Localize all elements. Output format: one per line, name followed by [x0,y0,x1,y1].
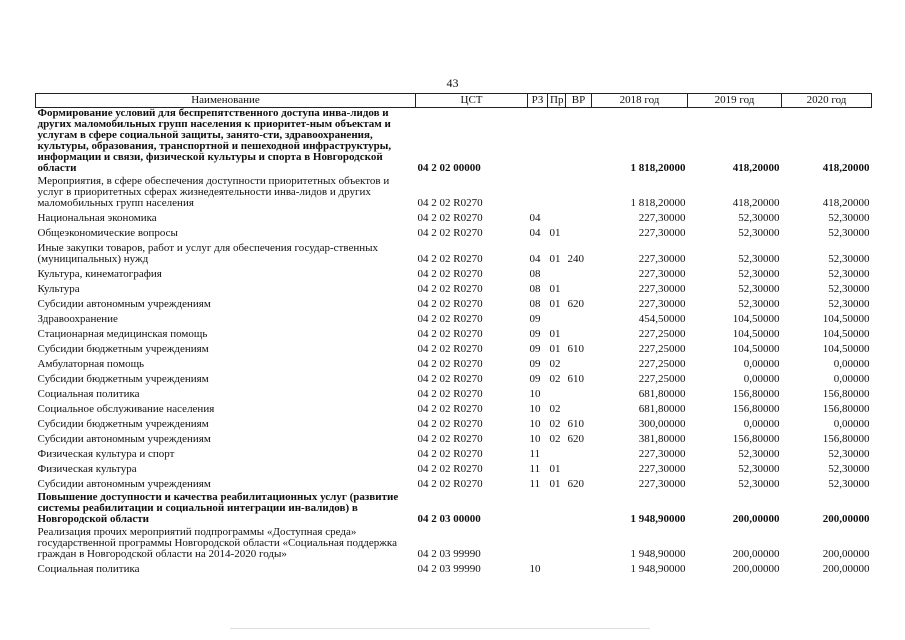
cell-cst: 04 2 02 R0270 [417,373,483,385]
cell-name: Здравоохранение [37,313,118,325]
cell-cst: 04 2 03 00000 [417,513,481,525]
cell-y2019: 200,00000 [732,548,780,560]
cell-y2020: 200,00000 [822,513,870,525]
cell-cst: 04 2 02 R0270 [417,343,483,355]
cell-cst: 04 2 02 R0270 [417,433,483,445]
cell-pr: 02 [549,433,561,445]
cell-y2019: 52,30000 [738,463,780,475]
cell-cst: 04 2 02 R0270 [417,403,483,415]
cell-y2020: 200,00000 [822,563,870,575]
cell-vr [566,525,592,562]
cell-pr [548,387,566,402]
cell-y2018: 381,80000 [638,433,686,445]
cell-vr: 240 [567,253,584,265]
table-body [36,108,872,578]
table-row [36,241,872,267]
cell-pr [548,312,566,327]
cell-vr [566,387,592,402]
cell-y2018: 300,00000 [638,418,686,430]
table-row [36,402,872,417]
cell-name: Стационарная медицинская помощь [37,328,208,340]
cell-rz [528,108,548,175]
cell-y2019: 104,50000 [732,313,780,325]
cell-y2020: 0,00000 [833,418,870,430]
cell-pr: 01 [549,227,561,239]
cell-y2020: 0,00000 [833,373,870,385]
cell-pr [548,525,566,562]
cell-y2019: 52,30000 [738,268,780,280]
cell-cst: 04 2 02 R0270 [417,298,483,310]
cell-y2018: 227,30000 [638,268,686,280]
cell-name: Социальная политика [37,563,140,575]
cell-vr [566,562,592,577]
cell-pr [548,267,566,282]
cell-y2020: 52,30000 [828,253,870,265]
table-row [36,226,872,241]
table-row [36,342,872,357]
cell-vr: 610 [567,373,584,385]
cell-cst: 04 2 03 99990 [417,563,481,575]
cell-rz: 11 [529,448,541,460]
cell-cst: 04 2 02 R0270 [417,448,483,460]
cell-vr [566,492,592,525]
cell-pr [548,492,566,525]
cell-cst: 04 2 02 R0270 [417,268,483,280]
table-row [36,492,872,525]
cell-name: Физическая культура и спорт [37,448,175,460]
cell-y2019: 52,30000 [738,478,780,490]
cell-y2019: 52,30000 [738,253,780,265]
cell-rz [528,174,548,211]
cell-y2020: 156,80000 [822,403,870,415]
cell-name: Физическая культура [37,463,137,475]
cell-rz: 04 [529,227,541,239]
table-header-row [36,94,872,108]
cell-rz: 04 [529,212,541,224]
cell-y2020: 418,20000 [822,197,870,209]
cell-y2019: 52,30000 [738,212,780,224]
cell-y2019: 156,80000 [732,403,780,415]
table-row [36,211,872,226]
cell-cst: 04 2 02 R0270 [417,358,483,370]
cell-y2018: 454,50000 [638,313,686,325]
cell-y2019: 52,30000 [738,283,780,295]
cell-name: Национальная экономика [37,212,157,224]
cell-rz: 10 [529,388,541,400]
header-name: Наименование [36,94,416,108]
cell-y2018: 227,25000 [638,373,686,385]
cell-pr: 01 [549,298,561,310]
cell-y2019: 0,00000 [743,418,780,430]
cell-y2019: 0,00000 [743,358,780,370]
cell-rz: 10 [529,433,541,445]
cell-y2019: 156,80000 [732,388,780,400]
table-row [36,417,872,432]
cell-y2019: 418,20000 [732,162,780,174]
cell-pr: 01 [549,283,561,295]
cell-y2020: 52,30000 [828,283,870,295]
cell-y2020: 52,30000 [828,268,870,280]
cell-y2018: 1 818,20000 [630,162,686,174]
cell-pr [548,447,566,462]
header-cst: ЦСТ [416,94,528,108]
cell-y2019: 52,30000 [738,448,780,460]
cell-rz: 10 [529,418,541,430]
cell-y2018: 681,80000 [638,388,686,400]
cell-y2018: 227,30000 [638,448,686,460]
cell-y2019: 52,30000 [738,227,780,239]
cell-cst: 04 2 02 00000 [417,162,481,174]
cell-vr [566,211,592,226]
cell-cst: 04 2 02 R0270 [417,478,483,490]
cell-pr: 01 [549,463,561,475]
header-rz: РЗ [528,94,548,108]
cell-rz: 11 [529,463,541,475]
cell-pr: 02 [549,358,561,370]
cell-cst: 04 2 02 R0270 [417,463,483,475]
cell-y2020: 52,30000 [828,463,870,475]
table-row [36,387,872,402]
cell-name: Субсидии автономным учреждениям [37,433,211,445]
cell-vr [566,447,592,462]
cell-cst: 04 2 02 R0270 [417,328,483,340]
cell-pr [548,211,566,226]
cell-name: Общеэкономические вопросы [37,227,178,239]
cell-name: Социальная политика [37,388,140,400]
cell-name: Мероприятия, в сфере обеспечения доступности приоритетных объектов и услуг в приоритетных сферах жизнедеятельности инва-лидов и других маломобильных групп населения [37,175,390,209]
cell-rz: 09 [529,373,541,385]
cell-y2020: 104,50000 [822,328,870,340]
cell-rz: 11 [529,478,541,490]
header-pr: Пр [548,94,566,108]
cell-rz: 09 [529,313,541,325]
cell-rz [528,492,548,525]
cell-name: Субсидии бюджетным учреждениям [37,418,209,430]
cell-y2020: 156,80000 [822,388,870,400]
cell-y2019: 200,00000 [732,563,780,575]
cell-vr [566,327,592,342]
header-vr: ВР [566,94,592,108]
cell-name: Субсидии автономным учреждениям [37,298,211,310]
cell-pr: 01 [549,253,561,265]
cell-vr [566,174,592,211]
cell-rz: 09 [529,343,541,355]
cell-name: Формирование условий для беспрепятственного доступа инва-лидов и других маломобильных групп населения к приоритет-ным объектам и услугам в сфере социальной защиты, занято-сти, здравоохранения, культуры, образования, транспортной и пешеходной инфраструктуры, информации и связи, физической культуры и спорта в Новгородской области [37,107,392,174]
cell-vr [566,312,592,327]
cell-pr [548,174,566,211]
cell-y2019: 104,50000 [732,343,780,355]
cell-rz [528,525,548,562]
header-2020: 2020 год [782,94,872,108]
cell-y2019: 200,00000 [732,513,780,525]
cell-rz: 09 [529,358,541,370]
cell-vr [566,226,592,241]
cell-y2019: 104,50000 [732,328,780,340]
cell-rz: 08 [529,268,541,280]
cell-y2018: 227,30000 [638,478,686,490]
cell-pr: 01 [549,343,561,355]
table-row [36,357,872,372]
table-row [36,267,872,282]
cell-y2018: 227,30000 [638,253,686,265]
table-row [36,297,872,312]
cell-pr [548,562,566,577]
cell-vr: 620 [567,298,584,310]
cell-name: Культура [37,283,80,295]
cell-cst: 04 2 03 99990 [417,548,481,560]
cell-rz: 08 [529,298,541,310]
cell-y2019: 52,30000 [738,298,780,310]
table-row [36,282,872,297]
cell-y2018: 227,25000 [638,328,686,340]
cell-name: Амбулаторная помощь [37,358,145,370]
cell-vr [566,357,592,372]
cell-rz: 10 [529,563,541,575]
cell-vr [566,267,592,282]
cell-y2020: 52,30000 [828,478,870,490]
cell-pr: 01 [549,328,561,340]
cell-pr: 01 [549,478,561,490]
table-row [36,312,872,327]
cell-y2018: 227,30000 [638,283,686,295]
cell-name: Реализация прочих мероприятий подпрограммы «Доступная среда» государственной программы Новгородской области «Социальная поддержка граждан в Новгородской области на 2014-2020 годы» [37,526,397,560]
cell-pr [548,108,566,175]
cell-y2018: 1 818,20000 [630,197,686,209]
cell-name: Субсидии автономным учреждениям [37,478,211,490]
cell-y2020: 418,20000 [822,162,870,174]
table-row [36,108,872,175]
header-2018: 2018 год [592,94,688,108]
cell-cst: 04 2 02 R0270 [417,283,483,295]
cell-name: Субсидии бюджетным учреждениям [37,343,209,355]
cell-y2019: 156,80000 [732,433,780,445]
cell-y2020: 0,00000 [833,358,870,370]
cell-cst: 04 2 02 R0270 [417,418,483,430]
cell-y2018: 227,30000 [638,212,686,224]
header-2019: 2019 год [688,94,782,108]
cell-vr: 610 [567,418,584,430]
cell-pr: 02 [549,418,561,430]
page-number: 43 [446,76,459,90]
cell-vr [566,108,592,175]
cell-rz: 09 [529,328,541,340]
cell-y2020: 104,50000 [822,343,870,355]
cell-vr [566,462,592,477]
cell-name: Субсидии бюджетным учреждениям [37,373,209,385]
cell-y2018: 1 948,90000 [630,513,686,525]
table-row [36,462,872,477]
cell-y2018: 1 948,90000 [630,563,686,575]
cell-name: Культура, кинематография [37,268,162,280]
cell-cst: 04 2 02 R0270 [417,212,483,224]
cell-y2018: 227,30000 [638,227,686,239]
cell-pr: 02 [549,403,561,415]
cell-y2019: 0,00000 [743,373,780,385]
cell-cst: 04 2 02 R0270 [417,227,483,239]
table-row [36,174,872,211]
cell-y2020: 156,80000 [822,433,870,445]
cell-rz: 08 [529,283,541,295]
cell-rz: 10 [529,403,541,415]
cell-y2020: 52,30000 [828,298,870,310]
cell-vr: 610 [567,343,584,355]
cell-cst: 04 2 02 R0270 [417,313,483,325]
cell-y2020: 200,00000 [822,548,870,560]
cell-y2019: 418,20000 [732,197,780,209]
cell-name: Социальное обслуживание населения [37,403,215,415]
cell-name: Иные закупки товаров, работ и услуг для обеспечения государ-ственных (муниципальных) нужд [37,242,379,265]
cell-vr [566,282,592,297]
cell-y2018: 227,30000 [638,463,686,475]
table-row [36,562,872,577]
cell-y2020: 52,30000 [828,448,870,460]
cell-y2018: 227,30000 [638,298,686,310]
cell-pr: 02 [549,373,561,385]
table-row [36,432,872,447]
cell-y2018: 1 948,90000 [630,548,686,560]
table-row [36,447,872,462]
cell-cst: 04 2 02 R0270 [417,253,483,265]
cell-cst: 04 2 02 R0270 [417,388,483,400]
table-row [36,525,872,562]
cell-vr: 620 [567,433,584,445]
cell-vr [566,402,592,417]
cell-vr: 620 [567,478,584,490]
cell-y2018: 681,80000 [638,403,686,415]
cell-y2020: 52,30000 [828,212,870,224]
cell-cst: 04 2 02 R0270 [417,197,483,209]
cell-rz: 04 [529,253,541,265]
cell-y2018: 227,25000 [638,358,686,370]
table-row [36,372,872,387]
table-row [36,477,872,492]
table-row [36,327,872,342]
cell-y2020: 52,30000 [828,227,870,239]
cell-y2018: 227,25000 [638,343,686,355]
footer-divider [230,628,650,629]
cell-y2020: 104,50000 [822,313,870,325]
budget-table [35,93,872,577]
cell-name: Повышение доступности и качества реабилитационных услуг (развитие системы реабилитации и социальной интеграции ин-валидов) в Новгородской области [37,491,399,525]
